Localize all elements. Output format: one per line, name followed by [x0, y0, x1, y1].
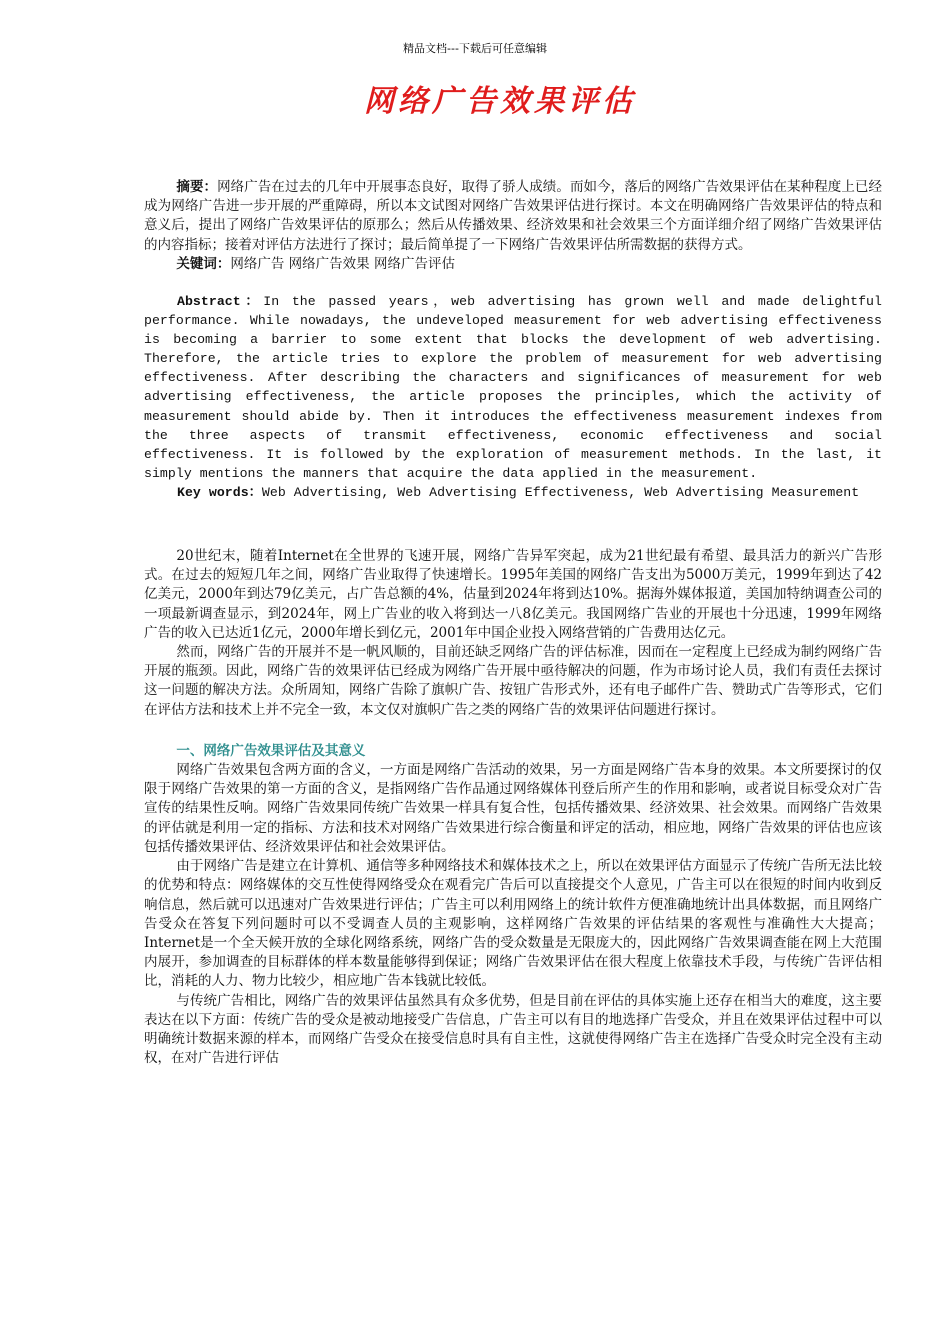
keywords-en — [144, 483, 882, 502]
abstract-en-text: In the passed years，web advertising has grown well and made delightful performance. While nowadays, the undeveloped measurement for web advertising effectiveness is becoming a barrier to some extent that blocks the development of web advertising. Therefore, the article tries to explore the problem of measurement for web advertising effectiveness. After describing the characters and significances of measurement for web advertising effectiveness, the article proposes the principles, which the activity of measurement should abide by. Then it introduces the effectiveness measurement indexes from the three aspects of transmit effectiveness, economic effectiveness and social effectiveness. It is followed by the exploration of measurement methods. In the last, it simply mentions the manners that acquire the data applied in the measurement. — [144, 294, 882, 481]
spacer — [144, 720, 882, 742]
abstract-en-label: Abstract： — [177, 294, 264, 310]
page-header: 精品文档---下载后可任意编辑 — [403, 42, 547, 55]
abstract-cn — [144, 178, 882, 255]
keywords-en-text: Web Advertising, Web Advertising Effectiveness, Web Advertising Measurement — [261, 484, 860, 500]
keywords-en-label: Key words： — [177, 484, 262, 500]
section-paragraph: 由于网络广告是建立在计算机、通信等多种网络技术和媒体技术之上，所以在效果评估方面显示了传统广告所无法比较的优势和特点：网络媒体的交互性使得网络受众在观看完广告后可以直接提交个人意见，广告主可以在很短的时间内收到反响信息，然后就可以迅速对广告效果进行评估；广告主可以利用网络上的统计软件方便准确地统计出具体数据，而且网络广告受众在答复下列问题时可以不受调查人员的主观影响，这样网络广告效果的评估结果的客观性与准确性大大提高；Internet是一个全天候开放的全球化网络系统，网络广告的受众数量是无限庞大的，因此网络广告效果调查能在网上大范围内展开，参加调查的目标群体的样本数量能够得到保证；网络广告效果评估在很大程度上依靠技术手段，与传统广告评估相比，消耗的人力、物力比较少，相应地广告本钱就比较低。 — [144, 858, 882, 990]
spacer — [144, 274, 882, 292]
spacer — [144, 502, 882, 547]
abstract-en-block — [144, 292, 882, 502]
keywords-cn-text: 网络广告 网络广告效果 网络广告评估 — [230, 255, 455, 272]
section-paragraph: 与传统广告相比，网络广告的效果评估虽然具有众多优势，但是目前在评估的具体实施上还存在相当大的难度，这主要表达在以下方面：传统广告的受众是被动地接受广告信息，广告主可以有目的地选择广告受众，并且在效果评估过程中可以明确统计数据来源的样本，而网络广告受众在接受信息时具有自主性，这就使得网络广告主在选择广告受众时完全没有主动权，在对广告进行评估 — [144, 992, 882, 1067]
abstract-cn-text: 网络广告在过去的几年中开展事态良好，取得了骄人成绩。而如今，落后的网络广告效果评估在某种程度上已经成为网络广告进一步开展的严重障碍，所以本文试图对网络广告效果评估进行探讨。本文在明确网络广告效果评估的特点和意义后，提出了网络广告效果评估的原那么；然后从传播效果、经济效果和社会效果三个方面详细介绍了网络广告效果评估的内容指标；接着对评估方法进行了探讨；最后简单提了一下网络广告效果评估所需数据的获得方式。 — [144, 179, 883, 253]
keywords-cn-label: 关键词： — [176, 255, 231, 272]
abstract-cn-label: 摘要： — [176, 179, 218, 195]
section-paragraph: 网络广告效果包含两方面的含义，一方面是网络广告活动的效果，另一方面是网络广告本身的效果。本文所要探讨的仅限于网络广告效果的第一方面的含义，是指网络广告作品通过网络媒体刊登后所产生的作用和影响，或者说目标受众对广告宣传的结果性反响。网络广告效果同传统广告效果一样具有复合性，包括传播效果、经济效果、社会效果。而网络广告效果的评估就是利用一定的指标、方法和技术对网络广告效果进行综合衡量和评定的活动，相应地，网络广告效果的评估也应该包括传播效果评估、经济效果评估和社会效果评估。 — [144, 762, 882, 855]
document-body — [144, 178, 882, 1068]
abstract-en — [144, 292, 882, 483]
document-title: 网络广告效果评估 — [364, 84, 636, 119]
intro-paragraph: 20世纪末，随着Internet在全世界的飞速开展，网络广告异军突起，成为21世纪最有希望、最具活力的新兴广告形式。在过去的短短几年之间，网络广告业取得了快速增长。1995年美国的网络广告支出为5000万美元，1999年到达了42亿美元，2000年到达79亿美元，占广告总额的4%，估量到2024年将到达10%。据海外媒体报道，美国加特纳调查公司的一项最新调查显示，到2024年，网上广告业的收入将到达一八8亿美元。我国网络广告业的开展也十分迅速，1999年网络广告的收入已达近1亿元，2000年增长到亿元，2001年中国企业投入网络营销的广告费用达亿元。 — [144, 548, 882, 641]
keywords-cn — [144, 255, 882, 274]
intro-paragraph: 然而，网络广告的开展并不是一帆风顺的，目前还缺乏网络广告的评估标准，因而在一定程度上已经成为制约网络广告开展的瓶颈。因此，网络广告的效果评估已经成为网络广告开展中亟待解决的问题，作为市场讨论人员，我们有责任去探讨这一问题的解决方法。众所周知，网络广告除了旗帜广告、按钮广告形式外，还有电子邮件广告、赞助式广告等形式，它们在评估方法和技术上并不完全一致，本文仅对旗帜广告之类的网络广告的效果评估问题进行探讨。 — [144, 644, 882, 718]
section-heading: 一、网络广告效果评估及其意义 — [176, 742, 366, 759]
